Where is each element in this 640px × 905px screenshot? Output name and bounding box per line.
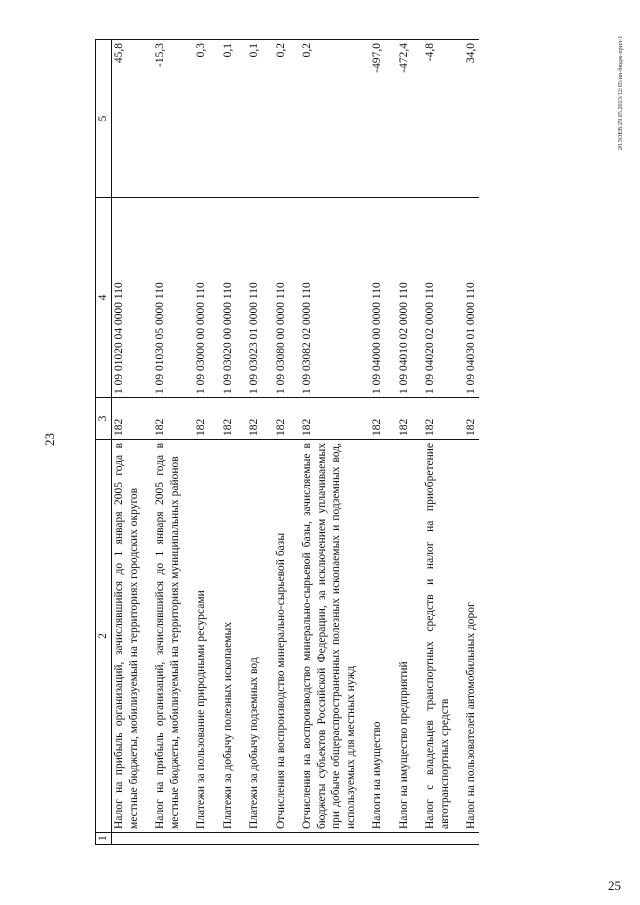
page-number-top: 23 bbox=[42, 433, 57, 446]
row-name: Налог на пользователей автомобильных дорог bbox=[452, 440, 479, 833]
row-kbk: 1 09 04030 01 0000 110 bbox=[452, 198, 479, 398]
row-value: 34,0 bbox=[452, 40, 479, 198]
row-name: Налог на прибыль организаций, зачислявшийся до 1 января 2005 года в местные бюджеты, мобилизуемый на территориях муниципальных районов bbox=[141, 440, 182, 833]
row-index-cell bbox=[452, 833, 479, 845]
row-value: 0,3 bbox=[182, 40, 209, 198]
row-value: -497,0 bbox=[358, 40, 385, 198]
table-row bbox=[112, 40, 142, 845]
row-admin-code: 182 bbox=[141, 398, 182, 440]
row-name: Отчисления на воспроизводство минерально-сырьевой базы, зачисляемые в бюджеты субъектов Российской Федерации, за исключением уплачиваемых при добыче общераспространенных полезных ископаемых и подземных вод, используемых для местных нужд bbox=[288, 440, 358, 833]
row-value: 0,1 bbox=[235, 40, 262, 198]
row-kbk: 1 09 04000 00 0000 110 bbox=[358, 198, 385, 398]
row-index-cell bbox=[235, 833, 262, 845]
row-kbk: 1 09 03000 00 0000 110 bbox=[182, 198, 209, 398]
row-kbk: 1 09 03020 00 0000 110 bbox=[209, 198, 236, 398]
row-admin-code: 182 bbox=[262, 398, 289, 440]
row-name: Налог с владельцев транспортных средств и налог на приобретение автотранспортных средств bbox=[411, 440, 452, 833]
row-admin-code: 182 bbox=[411, 398, 452, 440]
header-col-2: 2 bbox=[96, 440, 112, 833]
row-admin-code: 182 bbox=[358, 398, 385, 440]
row-admin-code: 182 bbox=[112, 398, 142, 440]
table-row bbox=[385, 40, 412, 845]
page-number-bottom: 25 bbox=[608, 878, 621, 893]
table-row bbox=[262, 40, 289, 845]
row-index-cell bbox=[209, 833, 236, 845]
revenue-table bbox=[95, 39, 479, 845]
row-admin-code: 182 bbox=[209, 398, 236, 440]
row-value: -15,3 bbox=[141, 40, 182, 198]
row-admin-code: 182 bbox=[385, 398, 412, 440]
row-kbk: 1 09 03023 01 0000 110 bbox=[235, 198, 262, 398]
row-kbk: 1 09 04020 02 0000 110 bbox=[411, 198, 452, 398]
table-row bbox=[141, 40, 182, 845]
document-stamp: 20.3OEB/29.05.2023/12:05/нн-бюдж-прил-1 bbox=[618, 35, 624, 150]
row-value: 45,8 bbox=[112, 40, 142, 198]
table-row bbox=[288, 40, 358, 845]
row-value: -4,8 bbox=[411, 40, 452, 198]
row-name: Налог на прибыль организаций, зачислявшийся до 1 января 2005 года в местные бюджеты, мобилизуемый на территориях городских округов bbox=[112, 440, 142, 833]
row-kbk: 1 09 03082 02 0000 110 bbox=[288, 198, 358, 398]
table-row bbox=[235, 40, 262, 845]
row-index-cell bbox=[358, 833, 385, 845]
table-row bbox=[452, 40, 479, 845]
row-index-cell bbox=[288, 833, 358, 845]
row-name: Платежи за добычу подземных вод bbox=[235, 440, 262, 833]
row-name: Налоги на имущество bbox=[358, 440, 385, 833]
header-col-4: 4 bbox=[96, 198, 112, 398]
row-admin-code: 182 bbox=[235, 398, 262, 440]
row-index-cell bbox=[141, 833, 182, 845]
row-admin-code: 182 bbox=[288, 398, 358, 440]
table-row bbox=[209, 40, 236, 845]
header-col-1: 1 bbox=[96, 833, 112, 845]
row-index-cell bbox=[182, 833, 209, 845]
row-kbk: 1 09 03080 00 0000 110 bbox=[262, 198, 289, 398]
row-kbk: 1 09 04010 02 0000 110 bbox=[385, 198, 412, 398]
row-index-cell bbox=[112, 833, 142, 845]
table-row bbox=[358, 40, 385, 845]
row-value: 0,1 bbox=[209, 40, 236, 198]
row-value: 0,2 bbox=[262, 40, 289, 198]
row-name: Платежи за добычу полезных ископаемых bbox=[209, 440, 236, 833]
row-value: 0,2 bbox=[288, 40, 358, 198]
row-admin-code: 182 bbox=[182, 398, 209, 440]
table-row bbox=[411, 40, 452, 845]
row-name: Налог на имущество предприятий bbox=[385, 440, 412, 833]
row-name: Платежи за пользование природными ресурсами bbox=[182, 440, 209, 833]
row-index-cell bbox=[411, 833, 452, 845]
header-col-5: 5 bbox=[96, 40, 112, 198]
table-row bbox=[182, 40, 209, 845]
row-name: Отчисления на воспроизводство минерально-сырьевой базы bbox=[262, 440, 289, 833]
row-kbk: 1 09 01030 05 0000 110 bbox=[141, 198, 182, 398]
row-value: -472,4 bbox=[385, 40, 412, 198]
row-admin-code: 182 bbox=[452, 398, 479, 440]
header-col-3: 3 bbox=[96, 398, 112, 440]
row-index-cell bbox=[262, 833, 289, 845]
table-header-row bbox=[96, 40, 112, 845]
row-kbk: 1 09 01020 04 0000 110 bbox=[112, 198, 142, 398]
rotated-table-container bbox=[95, 40, 600, 845]
row-index-cell bbox=[385, 833, 412, 845]
